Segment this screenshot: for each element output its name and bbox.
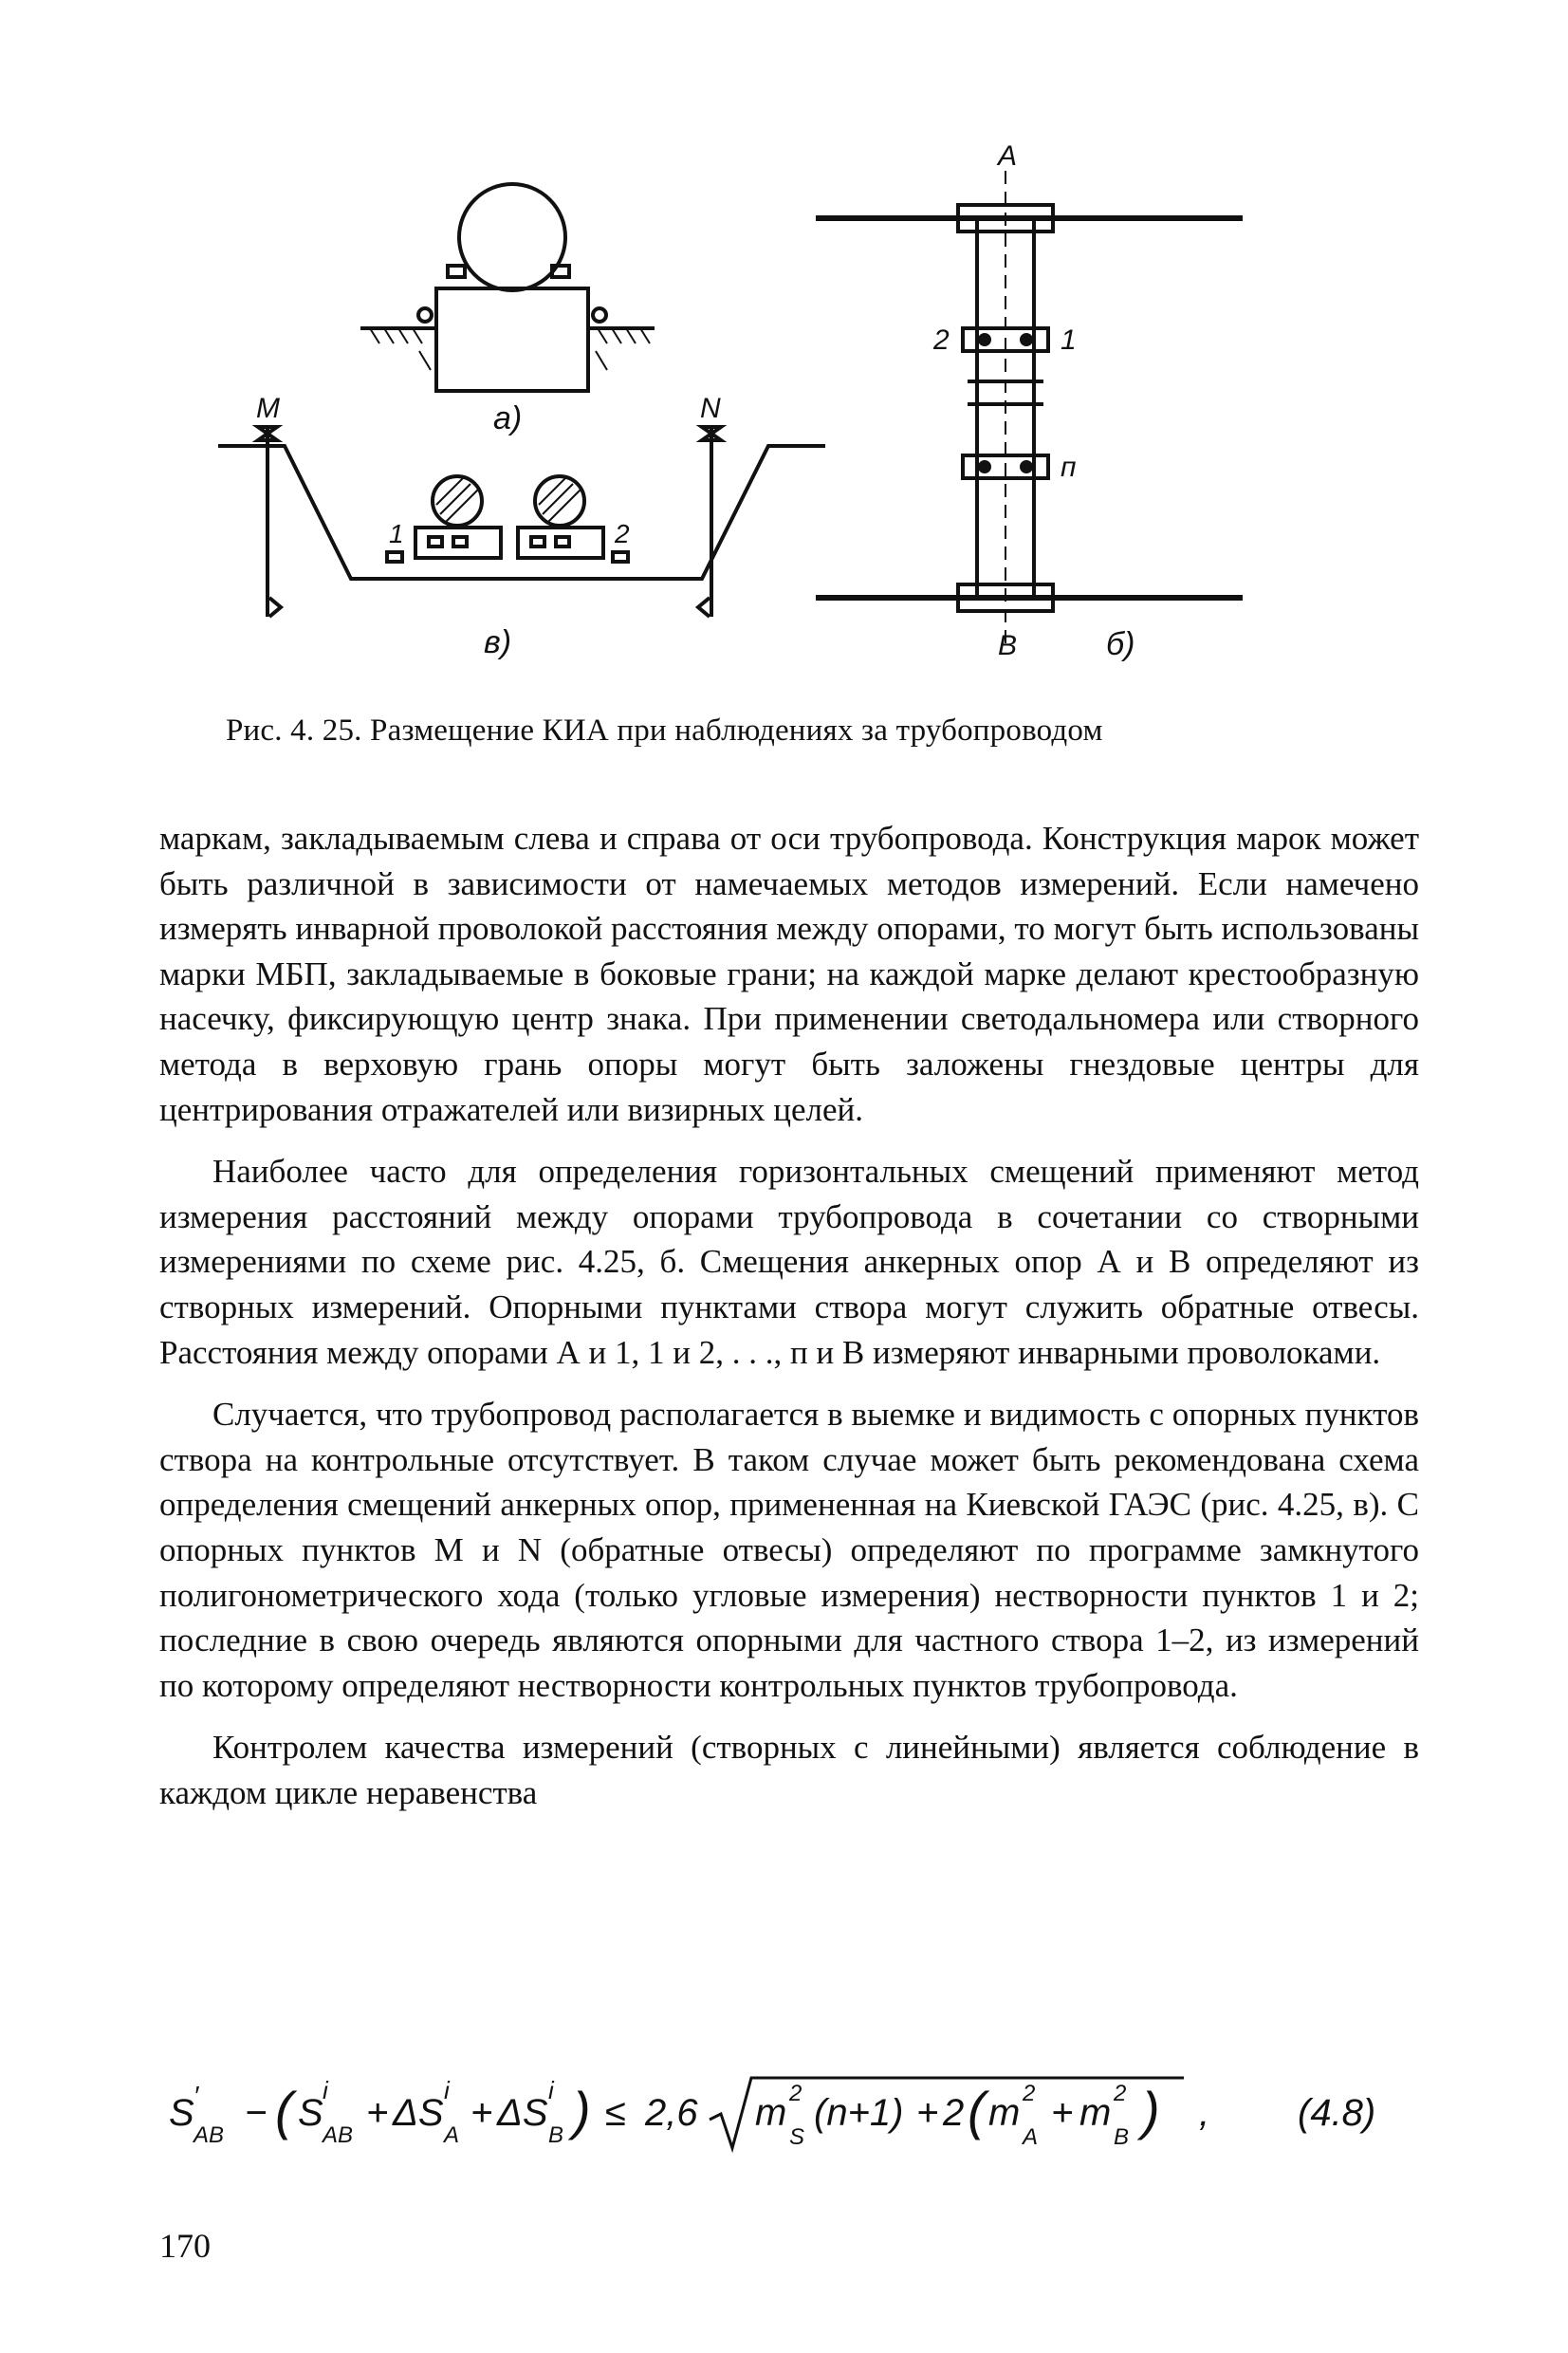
f-coef: 2,6: [645, 2092, 698, 2134]
f-plus3: +: [916, 2092, 939, 2134]
f-lhs-sub: АВ: [194, 2122, 225, 2148]
f-sub-b2: В: [1114, 2124, 1130, 2150]
paragraph: Наиболее часто для определения горизонтальных смещений применяют метод измерения расстояний между опорами трубопровода в сочетании со створными измерениями по схеме рис. 4.25, б. Смещения анкерных опор А и В определяют из створных измерений. Опорными пунктами створа могут служить обратные отвесы. Расстояния между опорами А и 1, 1 и 2, . . ., п и В измеряют инварными проволоками.: [159, 1153, 1419, 1371]
mark-small: [531, 537, 544, 547]
f-minus: −: [245, 2092, 267, 2134]
side-mark-right: [593, 308, 606, 322]
f-open: (: [275, 2081, 293, 2140]
pipe-hatching: [436, 478, 581, 522]
f-comma: ,: [1199, 2092, 1210, 2134]
f-sub-ab: АВ: [323, 2122, 354, 2148]
f-plus2: +: [470, 2092, 493, 2134]
mark-2: [980, 335, 989, 344]
f-i1: i: [323, 2076, 328, 2104]
f-close: ): [573, 2081, 591, 2140]
label-v2: 2: [615, 519, 630, 548]
f-m-s: m: [755, 2092, 787, 2134]
mark-small: [429, 537, 442, 547]
equation-number: (4.8): [1298, 2092, 1376, 2134]
f-m-a: m: [988, 2092, 1021, 2134]
figure-4-25: [209, 142, 1347, 693]
paragraph: Контролем качества измерений (створных с линейными) является соблюдение в каждом цикле неравенства: [159, 1729, 1419, 1811]
label-v: в): [484, 624, 512, 660]
mark-a-left: [448, 266, 465, 277]
f-open2: (: [968, 2081, 986, 2140]
figure-caption: Рис. 4. 25. Размещение КИА при наблюдениях за трубопроводом: [226, 713, 1103, 748]
label-a: а): [493, 400, 523, 436]
f-i2: i: [444, 2076, 450, 2104]
f-lhs-prime: ′: [194, 2081, 199, 2110]
page-number: 170: [159, 2227, 211, 2265]
f-plus4: +: [1051, 2092, 1074, 2134]
formula-4-8: [159, 2070, 1419, 2165]
mark-n-right: [1022, 462, 1031, 472]
side-mark-left: [418, 308, 432, 322]
f-sub-b: В: [548, 2122, 564, 2148]
f-le: ≤: [605, 2092, 626, 2134]
f-close2: ): [1142, 2081, 1160, 2140]
f-n-term: (n+1): [814, 2092, 904, 2134]
label-v1: 1: [389, 519, 404, 548]
label-b: б): [1106, 626, 1135, 662]
f-i3: i: [548, 2076, 554, 2104]
f-delta-sb: ΔS: [497, 2092, 548, 2134]
label-2: 2: [933, 324, 950, 356]
mark-small: [556, 537, 569, 547]
label-A: А: [998, 142, 1018, 172]
plumb-m-bottom: [269, 598, 281, 617]
point-2-mark: [613, 552, 628, 562]
diagram-a-pipe-support: [360, 184, 655, 391]
f-plus1: +: [366, 2092, 389, 2134]
diagram-b-plan: [816, 171, 1243, 645]
label-n: п: [1061, 452, 1077, 483]
f-sq1: 2: [789, 2081, 802, 2106]
support-block: [436, 288, 588, 391]
label-1: 1: [1061, 324, 1077, 356]
f-s-ab: S: [298, 2092, 323, 2134]
ground-hatching: [370, 328, 650, 370]
body-text: [159, 816, 1419, 1832]
label-B: В: [998, 630, 1018, 661]
mark-n-left: [980, 462, 989, 472]
f-sub-a2: А: [1023, 2124, 1039, 2150]
f-lhs-s: S: [169, 2092, 194, 2134]
paragraph: маркам, закладываемым слева и справа от оси трубопровода. Конструкция марок может быть различной в зависимости от намечаемых методов измерений. Если намечено измерять инварной проволокой расстояния между опорами, то могут быть использованы марки МБП, закладываемые в боковые грани; на каждой марке делают крестообразную насечку, фиксирующую центр знака. При применении светодальномера или створного метода в верховую грань опоры могут быть заложены гнездовые центры для центрирования отражателей или визирных целей.: [159, 820, 1419, 1128]
f-two: 2: [943, 2092, 965, 2134]
f-sq3: 2: [1114, 2081, 1127, 2106]
diagram-v-trench: [218, 427, 825, 617]
label-M: М: [256, 393, 280, 424]
f-sub-s: S: [789, 2124, 805, 2150]
label-N: N: [700, 393, 721, 424]
f-sub-a: А: [444, 2122, 460, 2148]
f-m-b: m: [1079, 2092, 1112, 2134]
pipe-circle: [459, 184, 565, 290]
plumb-n-bottom: [698, 598, 710, 617]
mark-1: [1022, 335, 1031, 344]
paragraph: Случается, что трубопровод располагается в выемке и видимость с опорных пунктов створа на контрольные отсутствует. В таком случае может быть рекомендована схема определения смещений анкерных опор, примененная на Киевской ГАЭС (рис. 4.25, в). С опорных пунктов М и N (обратные отвесы) определяют по программе замкнутого полигонометрического хода (только угловые измерения) нестворности пунктов 1 и 2; последние в свою очередь являются опорными для частного створа 1–2, из измерений по которому определяют нестворности контрольных пунктов трубопровода.: [159, 1396, 1419, 1704]
f-delta-sa: ΔS: [393, 2092, 444, 2134]
point-1-mark: [387, 552, 402, 562]
f-sq2: 2: [1023, 2081, 1036, 2106]
mark-small: [453, 537, 467, 547]
